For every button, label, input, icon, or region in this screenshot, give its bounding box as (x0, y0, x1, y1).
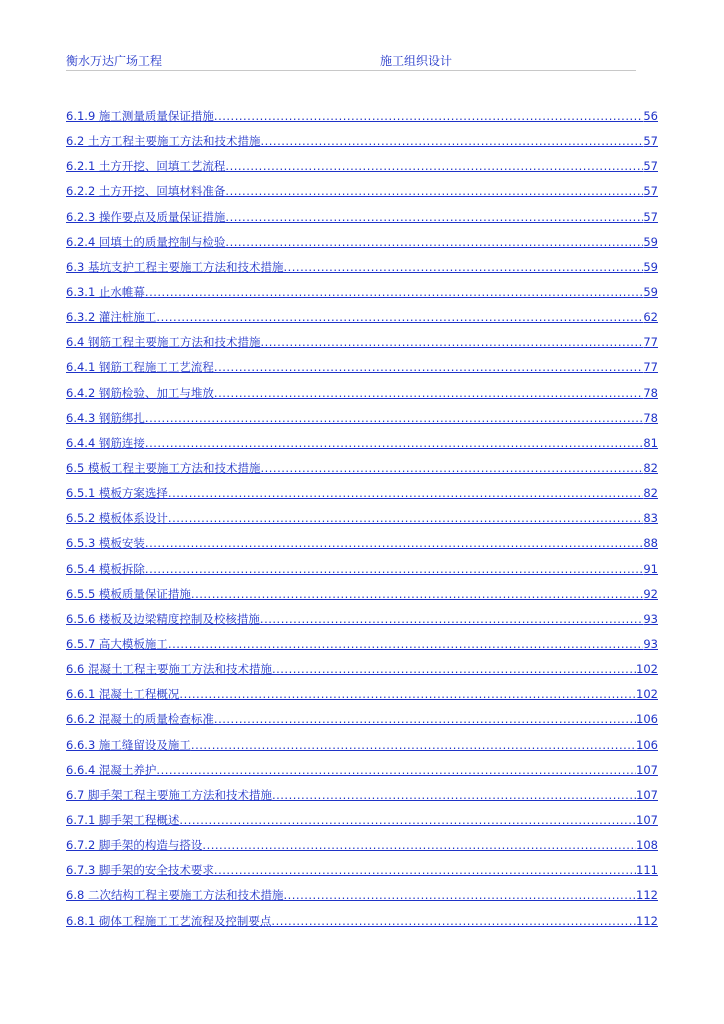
toc-entry-page: 56 (643, 109, 658, 123)
toc-entry[interactable] (66, 234, 658, 259)
toc-entry-title: 6.4.3 钢筋绑扎 (66, 410, 145, 425)
toc-leader-dots (225, 159, 643, 173)
toc-entry-title: 6.1.9 施工测量质量保证措施 (66, 109, 214, 123)
toc-entry[interactable] (66, 359, 658, 384)
toc-entry-page: 77 (643, 335, 658, 350)
project-name: 衡水万达广场工程 (66, 54, 163, 68)
toc-entry-page: 111 (636, 863, 658, 878)
toc-entry[interactable] (66, 686, 658, 711)
toc-entry[interactable] (66, 334, 658, 359)
toc-entry-title: 6.2.4 回填土的质量控制与检验 (66, 234, 226, 249)
toc-leader-dots (260, 461, 643, 475)
toc-entry-title: 6.5.1 模板方案选择 (66, 486, 168, 501)
toc-entry[interactable] (66, 108, 658, 133)
toc-entry-page: 57 (643, 159, 658, 174)
toc-entry[interactable] (66, 837, 658, 862)
toc-entry-page: 57 (643, 209, 658, 224)
toc-leader-dots (214, 360, 643, 374)
toc-entry[interactable] (66, 259, 658, 284)
toc-leader-dots (145, 536, 643, 550)
toc-entry-title: 6.6.3 施工缝留设及施工 (66, 737, 191, 752)
toc-entry[interactable] (66, 862, 658, 887)
toc-entry-page: 112 (636, 913, 658, 928)
toc-entry[interactable] (66, 385, 658, 410)
toc-entry[interactable] (66, 460, 658, 485)
toc-entry[interactable] (66, 636, 658, 661)
toc-entry-page: 107 (636, 812, 658, 827)
toc-entry-title: 6.3 基坑支护工程主要施工方法和技术措施 (66, 259, 284, 274)
toc-leader-dots (191, 587, 643, 601)
toc-leader-dots (260, 335, 643, 349)
toc-entry[interactable] (66, 309, 658, 334)
toc-entry[interactable] (66, 510, 658, 535)
toc-leader-dots (168, 637, 643, 651)
toc-leader-dots (168, 486, 643, 500)
toc-leader-dots (145, 411, 643, 425)
toc-entry-title: 6.6.2 混凝土的质量检查标准 (66, 712, 214, 727)
toc-leader-dots (214, 712, 636, 726)
toc-entry-page: 59 (643, 259, 658, 274)
toc-entry[interactable] (66, 737, 658, 762)
toc-entry-title: 6.4.1 钢筋工程施工工艺流程 (66, 360, 214, 375)
toc-entry[interactable] (66, 133, 658, 158)
toc-entry[interactable] (66, 762, 658, 787)
toc-entry-title: 6.7.1 脚手架工程概述 (66, 812, 180, 827)
toc-entry-title: 6.4 钢筋工程主要施工方法和技术措施 (66, 335, 261, 350)
toc-entry[interactable] (66, 209, 658, 234)
toc-leader-dots (214, 109, 643, 123)
toc-entry-page: 81 (643, 435, 658, 450)
toc-entry-title: 6.7.3 脚手架的安全技术要求 (66, 863, 214, 878)
toc-entry[interactable] (66, 661, 658, 686)
toc-entry-title: 6.5.6 楼板及边梁精度控制及校核措施 (66, 611, 260, 626)
toc-entry[interactable] (66, 812, 658, 837)
toc-leader-dots (272, 662, 636, 676)
toc-entry-title: 6.2.3 操作要点及质量保证措施 (66, 209, 226, 224)
table-of-contents (66, 108, 658, 938)
toc-entry-page: 82 (643, 486, 658, 501)
toc-entry[interactable] (66, 913, 658, 938)
toc-entry-title: 6.5 模板工程主要施工方法和技术措施 (66, 460, 261, 475)
toc-leader-dots (214, 863, 636, 877)
toc-entry-title: 6.5.2 模板体系设计 (66, 511, 168, 526)
toc-entry-title: 6.5.4 模板拆除 (66, 561, 145, 576)
toc-entry-title: 6.6 混凝土工程主要施工方法和技术措施 (66, 662, 272, 677)
toc-entry-title: 6.8 二次结构工程主要施工方法和技术措施 (66, 888, 284, 903)
toc-entry-page: 106 (636, 712, 658, 727)
toc-entry-page: 107 (636, 762, 658, 777)
toc-entry-page: 59 (643, 234, 658, 249)
toc-leader-dots (260, 612, 643, 626)
toc-entry-title: 6.3.1 止水帷幕 (66, 284, 145, 299)
toc-entry-page: 82 (643, 460, 658, 475)
toc-leader-dots (145, 436, 643, 450)
toc-entry-page: 88 (643, 536, 658, 551)
toc-entry-title: 6.7 脚手架工程主要施工方法和技术措施 (66, 787, 272, 802)
toc-leader-dots (283, 888, 636, 902)
toc-entry-page: 92 (643, 586, 658, 601)
toc-entry[interactable] (66, 711, 658, 736)
toc-leader-dots (179, 687, 636, 701)
toc-entry-page: 78 (643, 410, 658, 425)
toc-entry-page: 93 (643, 611, 658, 626)
toc-entry-page: 78 (643, 385, 658, 400)
toc-entry-title: 6.6.4 混凝土养护 (66, 762, 157, 777)
toc-leader-dots (179, 813, 636, 827)
toc-entry[interactable] (66, 284, 658, 309)
toc-entry-title: 6.5.5 模板质量保证措施 (66, 586, 191, 601)
toc-entry[interactable] (66, 435, 658, 460)
toc-entry-page: 102 (636, 687, 658, 702)
toc-entry-title: 6.2.2 土方开挖、回填材料准备 (66, 184, 226, 199)
toc-leader-dots (145, 562, 643, 576)
toc-entry-page: 83 (643, 511, 658, 526)
toc-leader-dots (168, 511, 643, 525)
toc-entry-page: 112 (636, 888, 658, 903)
toc-entry-page: 62 (643, 310, 658, 325)
toc-leader-dots (202, 838, 636, 852)
toc-leader-dots (225, 210, 643, 224)
toc-entry-title: 6.4.4 钢筋连接 (66, 435, 145, 450)
toc-entry-title: 6.5.7 高大模板施工 (66, 636, 168, 651)
toc-entry[interactable] (66, 887, 658, 912)
toc-leader-dots (260, 134, 643, 148)
toc-leader-dots (214, 386, 643, 400)
toc-leader-dots (145, 285, 643, 299)
toc-entry-title: 6.8.1 砌体工程施工工艺流程及控制要点 (66, 913, 272, 928)
toc-entry-title: 6.6.1 混凝土工程概况 (66, 687, 180, 702)
toc-entry-title: 6.4.2 钢筋检验、加工与堆放 (66, 385, 214, 400)
toc-leader-dots (156, 310, 643, 324)
toc-leader-dots (283, 260, 643, 274)
toc-entry[interactable] (66, 410, 658, 435)
toc-entry-title: 6.2.1 土方开挖、回填工艺流程 (66, 159, 226, 174)
page-header (66, 52, 636, 71)
toc-leader-dots (272, 788, 636, 802)
toc-entry[interactable] (66, 787, 658, 812)
toc-entry-title: 6.7.2 脚手架的构造与搭设 (66, 838, 203, 853)
toc-entry-page: 107 (636, 787, 658, 802)
toc-entry-page: 57 (643, 134, 658, 149)
toc-entry-page: 102 (636, 662, 658, 677)
toc-entry[interactable] (66, 535, 658, 560)
document-title: 施工组织设计 (380, 54, 453, 68)
toc-entry-page: 108 (636, 838, 658, 853)
toc-entry[interactable] (66, 183, 658, 208)
toc-entry-title: 6.5.3 模板安装 (66, 536, 145, 551)
toc-entry[interactable] (66, 611, 658, 636)
toc-entry[interactable] (66, 485, 658, 510)
toc-entry-page: 59 (643, 284, 658, 299)
toc-leader-dots (191, 738, 636, 752)
toc-entry-page: 106 (636, 737, 658, 752)
toc-leader-dots (156, 763, 636, 777)
toc-leader-dots (225, 235, 643, 249)
toc-entry-page: 57 (643, 184, 658, 199)
toc-entry-title: 6.3.2 灌注桩施工 (66, 310, 157, 325)
toc-entry[interactable] (66, 561, 658, 586)
toc-leader-dots (271, 914, 636, 928)
toc-entry-page: 77 (643, 360, 658, 375)
toc-entry-page: 93 (643, 636, 658, 651)
toc-entry[interactable] (66, 158, 658, 183)
toc-entry[interactable] (66, 586, 658, 611)
toc-leader-dots (225, 184, 643, 198)
toc-entry-title: 6.2 土方工程主要施工方法和技术措施 (66, 134, 261, 149)
toc-entry-page: 91 (643, 561, 658, 576)
